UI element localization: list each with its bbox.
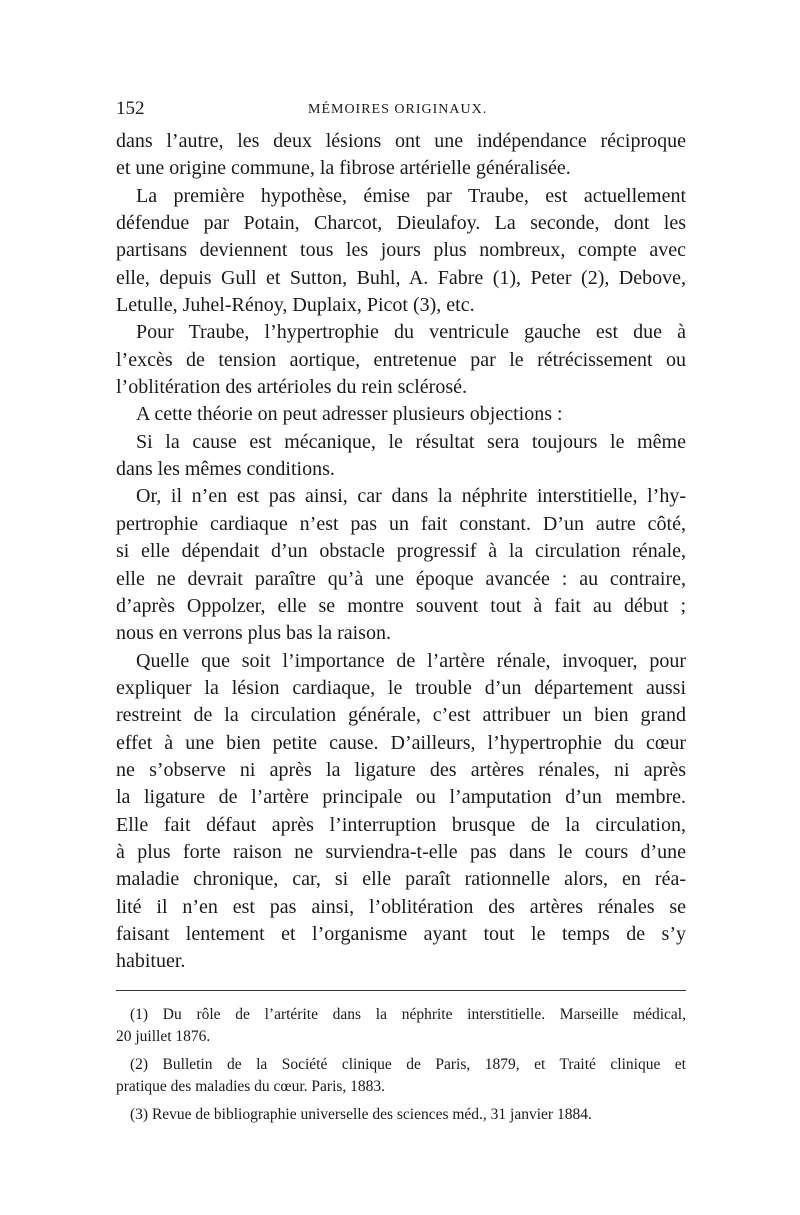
footnote-1 xyxy=(116,1004,686,1048)
text-line: Or, il n’en est pas ainsi, car dans la néphrite interstitielle, l’hy- xyxy=(136,485,686,508)
text-line: défendue par Potain, Charcot, Dieulafoy. La seconde, dont les xyxy=(116,212,686,235)
text-line: à plus forte raison ne surviendra-t-elle pas dans le cours d’une xyxy=(116,840,686,863)
footnote-line: 20 juillet 1876. xyxy=(116,1028,211,1045)
text-line: La première hypothèse, émise par Traube, est actuellement xyxy=(136,184,686,207)
text-line: elle ne devrait paraître qu’à une époque avancée : au contraire, xyxy=(116,567,686,590)
text-line: pertrophie cardiaque n’est pas un fait constant. D’un autre côté, xyxy=(116,512,686,535)
text-line: A cette théorie on peut adresser plusieurs objections : xyxy=(136,403,563,426)
footnote-2 xyxy=(116,1054,686,1098)
text-line: nous en verrons plus bas la raison. xyxy=(116,622,391,645)
text-line: elle, depuis Gull et Sutton, Buhl, A. Fabre (1), Peter (2), Debove, xyxy=(116,266,686,289)
body-text xyxy=(116,128,686,976)
text-line: si elle dépendait d’un obstacle progressif à la circulation rénale, xyxy=(116,540,686,563)
footnote-3 xyxy=(116,1104,686,1126)
text-line: Elle fait défaut après l’interruption brusque de la circulation, xyxy=(116,813,686,836)
text-line: partisans deviennent tous les jours plus nombreux, compte avec xyxy=(116,239,686,262)
running-head: MÉMOIRES ORIGINAUX. xyxy=(308,102,488,117)
text-line: faisant lentement et l’organisme ayant tout le temps de s’y xyxy=(116,922,686,945)
text-line: habituer. xyxy=(116,950,186,973)
text-line: maladie chronique, car, si elle paraît rationnelle alors, en réa- xyxy=(116,868,686,891)
text-line: effet à une bien petite cause. D’ailleurs, l’hypertrophie du cœur xyxy=(116,731,686,754)
text-line: ne s’observe ni après la ligature des artères rénales, ni après xyxy=(116,758,686,781)
text-line: Quelle que soit l’importance de l’artère rénale, invoquer, pour xyxy=(136,649,686,672)
text-line: Pour Traube, l’hypertrophie du ventricule gauche est due à xyxy=(136,321,686,344)
text-line: l’excès de tension aortique, entretenue par le rétrécissement ou xyxy=(116,348,686,371)
text-line: l’oblitération des artérioles du rein sclérosé. xyxy=(116,376,467,399)
footnote-separator xyxy=(116,990,686,991)
text-line: dans l’autre, les deux lésions ont une indépendance réciproque xyxy=(116,130,686,152)
text-line: restreint de la circulation générale, c’est attribuer un bien grand xyxy=(116,704,686,727)
text-line: lité il n’en est pas ainsi, l’oblitération des artères rénales se xyxy=(116,895,686,918)
footnotes xyxy=(116,1004,686,1126)
text-line: Letulle, Juhel-Rénoy, Duplaix, Picot (3), etc. xyxy=(116,294,475,317)
text-line: la ligature de l’artère principale ou l’amputation d’un membre. xyxy=(116,786,686,809)
text-line: dans les mêmes conditions. xyxy=(116,458,335,481)
text-line: expliquer la lésion cardiaque, le trouble d’un département aussi xyxy=(116,676,686,699)
text-line: et une origine commune, la fibrose artérielle généralisée. xyxy=(116,157,571,180)
text-line: d’après Oppolzer, elle se montre souvent tout à fait au début ; xyxy=(116,594,686,617)
footnote-line: (1) Du rôle de l’artérite dans la néphrite interstitielle. Marseille médical, xyxy=(130,1006,686,1023)
page-number: 152 xyxy=(116,98,145,119)
text-line: Si la cause est mécanique, le résultat sera toujours le même xyxy=(136,430,686,453)
footnote-line: pratique des maladies du cœur. Paris, 1883. xyxy=(116,1078,386,1095)
footnote-line: (2) Bulletin de la Société clinique de Paris, 1879, et Traité clinique et xyxy=(130,1056,686,1073)
page-header xyxy=(116,98,686,122)
footnote-line: (3) Revue de bibliographie universelle des sciences méd., 31 janvier 1884. xyxy=(130,1106,592,1123)
